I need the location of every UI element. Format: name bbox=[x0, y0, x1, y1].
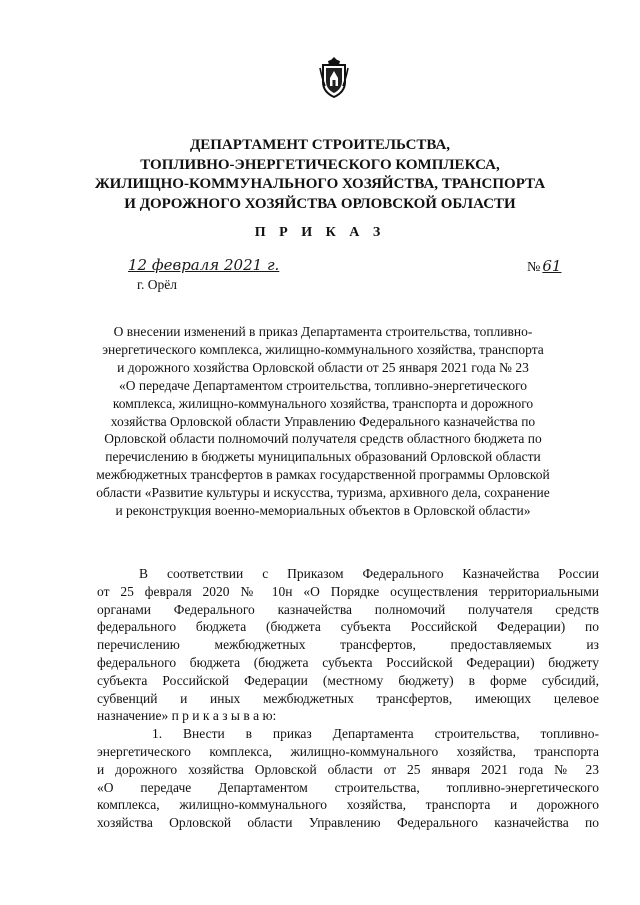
body-line: субъекта Российской Федерации (местному бюджету) в форме субсидий, bbox=[97, 672, 599, 688]
handwritten-date: 12 февраля 2021 г. bbox=[128, 256, 280, 274]
subject-line: энергетического комплекса, жилищно-коммунального хозяйства, транспорта bbox=[102, 341, 544, 357]
subject-line: и дорожного хозяйства Орловской области от 25 января 2021 года № 23 bbox=[117, 359, 529, 375]
subject-line: «О передаче Департаментом строительства, топливно-энергетического bbox=[118, 377, 528, 393]
order-number bbox=[527, 257, 561, 276]
number-sign: № bbox=[527, 260, 541, 275]
body-line: от 25 февраля 2020 № 10н «О Порядке осуществления территориальными bbox=[97, 583, 599, 599]
subject-line: Орловской области полномочий получателя средств областного бюджета по bbox=[104, 431, 542, 447]
org-line: И ДОРОЖНОГО ХОЗЯЙСТВА ОРЛОВСКОЙ ОБЛАСТИ bbox=[124, 195, 516, 212]
body-line: органами Федерального казначейства полномочий получателя средств bbox=[97, 601, 599, 617]
subject-line: области «Развитие культуры и искусства, туризма, архивного дела, сохранение bbox=[96, 485, 550, 501]
body-line: перечислению межбюджетных трансфертов, предоставляемых из bbox=[97, 637, 599, 653]
handwritten-number: 61 bbox=[542, 257, 562, 275]
body-line: комплекса, жилищно-коммунального хозяйства, транспорта и дорожного bbox=[97, 797, 599, 813]
subject-line: О внесении изменений в приказ Департамента строительства, топливно- bbox=[113, 324, 533, 339]
document-type-title: П Р И К А З bbox=[254, 225, 386, 240]
body-line: хозяйства Орловской области Управлению Федерального казначейства по bbox=[97, 815, 599, 831]
org-line: ДЕПАРТАМЕНТ СТРОИТЕЛЬСТВА, bbox=[189, 137, 451, 153]
body-line: федерального бюджета (бюджета субъекта Российской Федерации) бюджету bbox=[97, 654, 599, 670]
body-line: 1. Внести в приказ Департамента строительства, топливно- bbox=[152, 726, 599, 742]
body-line: федерального бюджета (бюджета субъекта Российской Федерации) по bbox=[97, 619, 599, 635]
subject-line: межбюджетных трансфертов в рамках государственной программы Орловской bbox=[96, 467, 550, 483]
subject-line: хозяйства Орловской области Управлению Федерального казначейства по bbox=[110, 413, 536, 429]
city-label: г. Орёл bbox=[137, 277, 177, 292]
organization-name bbox=[60, 136, 580, 214]
body-line: и дорожного хозяйства Орловской области от 25 января 2021 года № 23 bbox=[97, 761, 599, 777]
body-line: назначение» п р и к а з ы в а ю: bbox=[97, 708, 277, 724]
body-line: субвенций и иных межбюджетных трансфертов, имеющих целевое bbox=[97, 690, 599, 706]
org-line: ЖИЛИЩНО-КОММУНАЛЬНОГО ХОЗЯЙСТВА, ТРАНСПОРТА bbox=[94, 176, 546, 192]
subject-line: комплекса, жилищно-коммунального хозяйства, транспорта и дорожного bbox=[112, 395, 534, 411]
coat-of-arms-icon bbox=[319, 56, 349, 98]
subject-line: и реконструкция военно-мемориальных объектов в Орловской области» bbox=[115, 503, 531, 519]
body-line: энергетического комплекса, жилищно-коммунального хозяйства, транспорта bbox=[97, 743, 599, 759]
subject-line: перечислению в бюджеты муниципальных образований Орловской области bbox=[105, 449, 541, 465]
order-subject bbox=[88, 323, 558, 520]
org-line: ТОПЛИВНО-ЭНЕРГЕТИЧЕСКОГО КОМПЛЕКСА, bbox=[140, 156, 500, 173]
body-line: В соответствии с Приказом Федерального Казначейства России bbox=[139, 566, 599, 581]
order-body bbox=[97, 565, 599, 832]
body-line: «О передаче Департаментом строительства, топливно-энергетического bbox=[97, 779, 599, 795]
